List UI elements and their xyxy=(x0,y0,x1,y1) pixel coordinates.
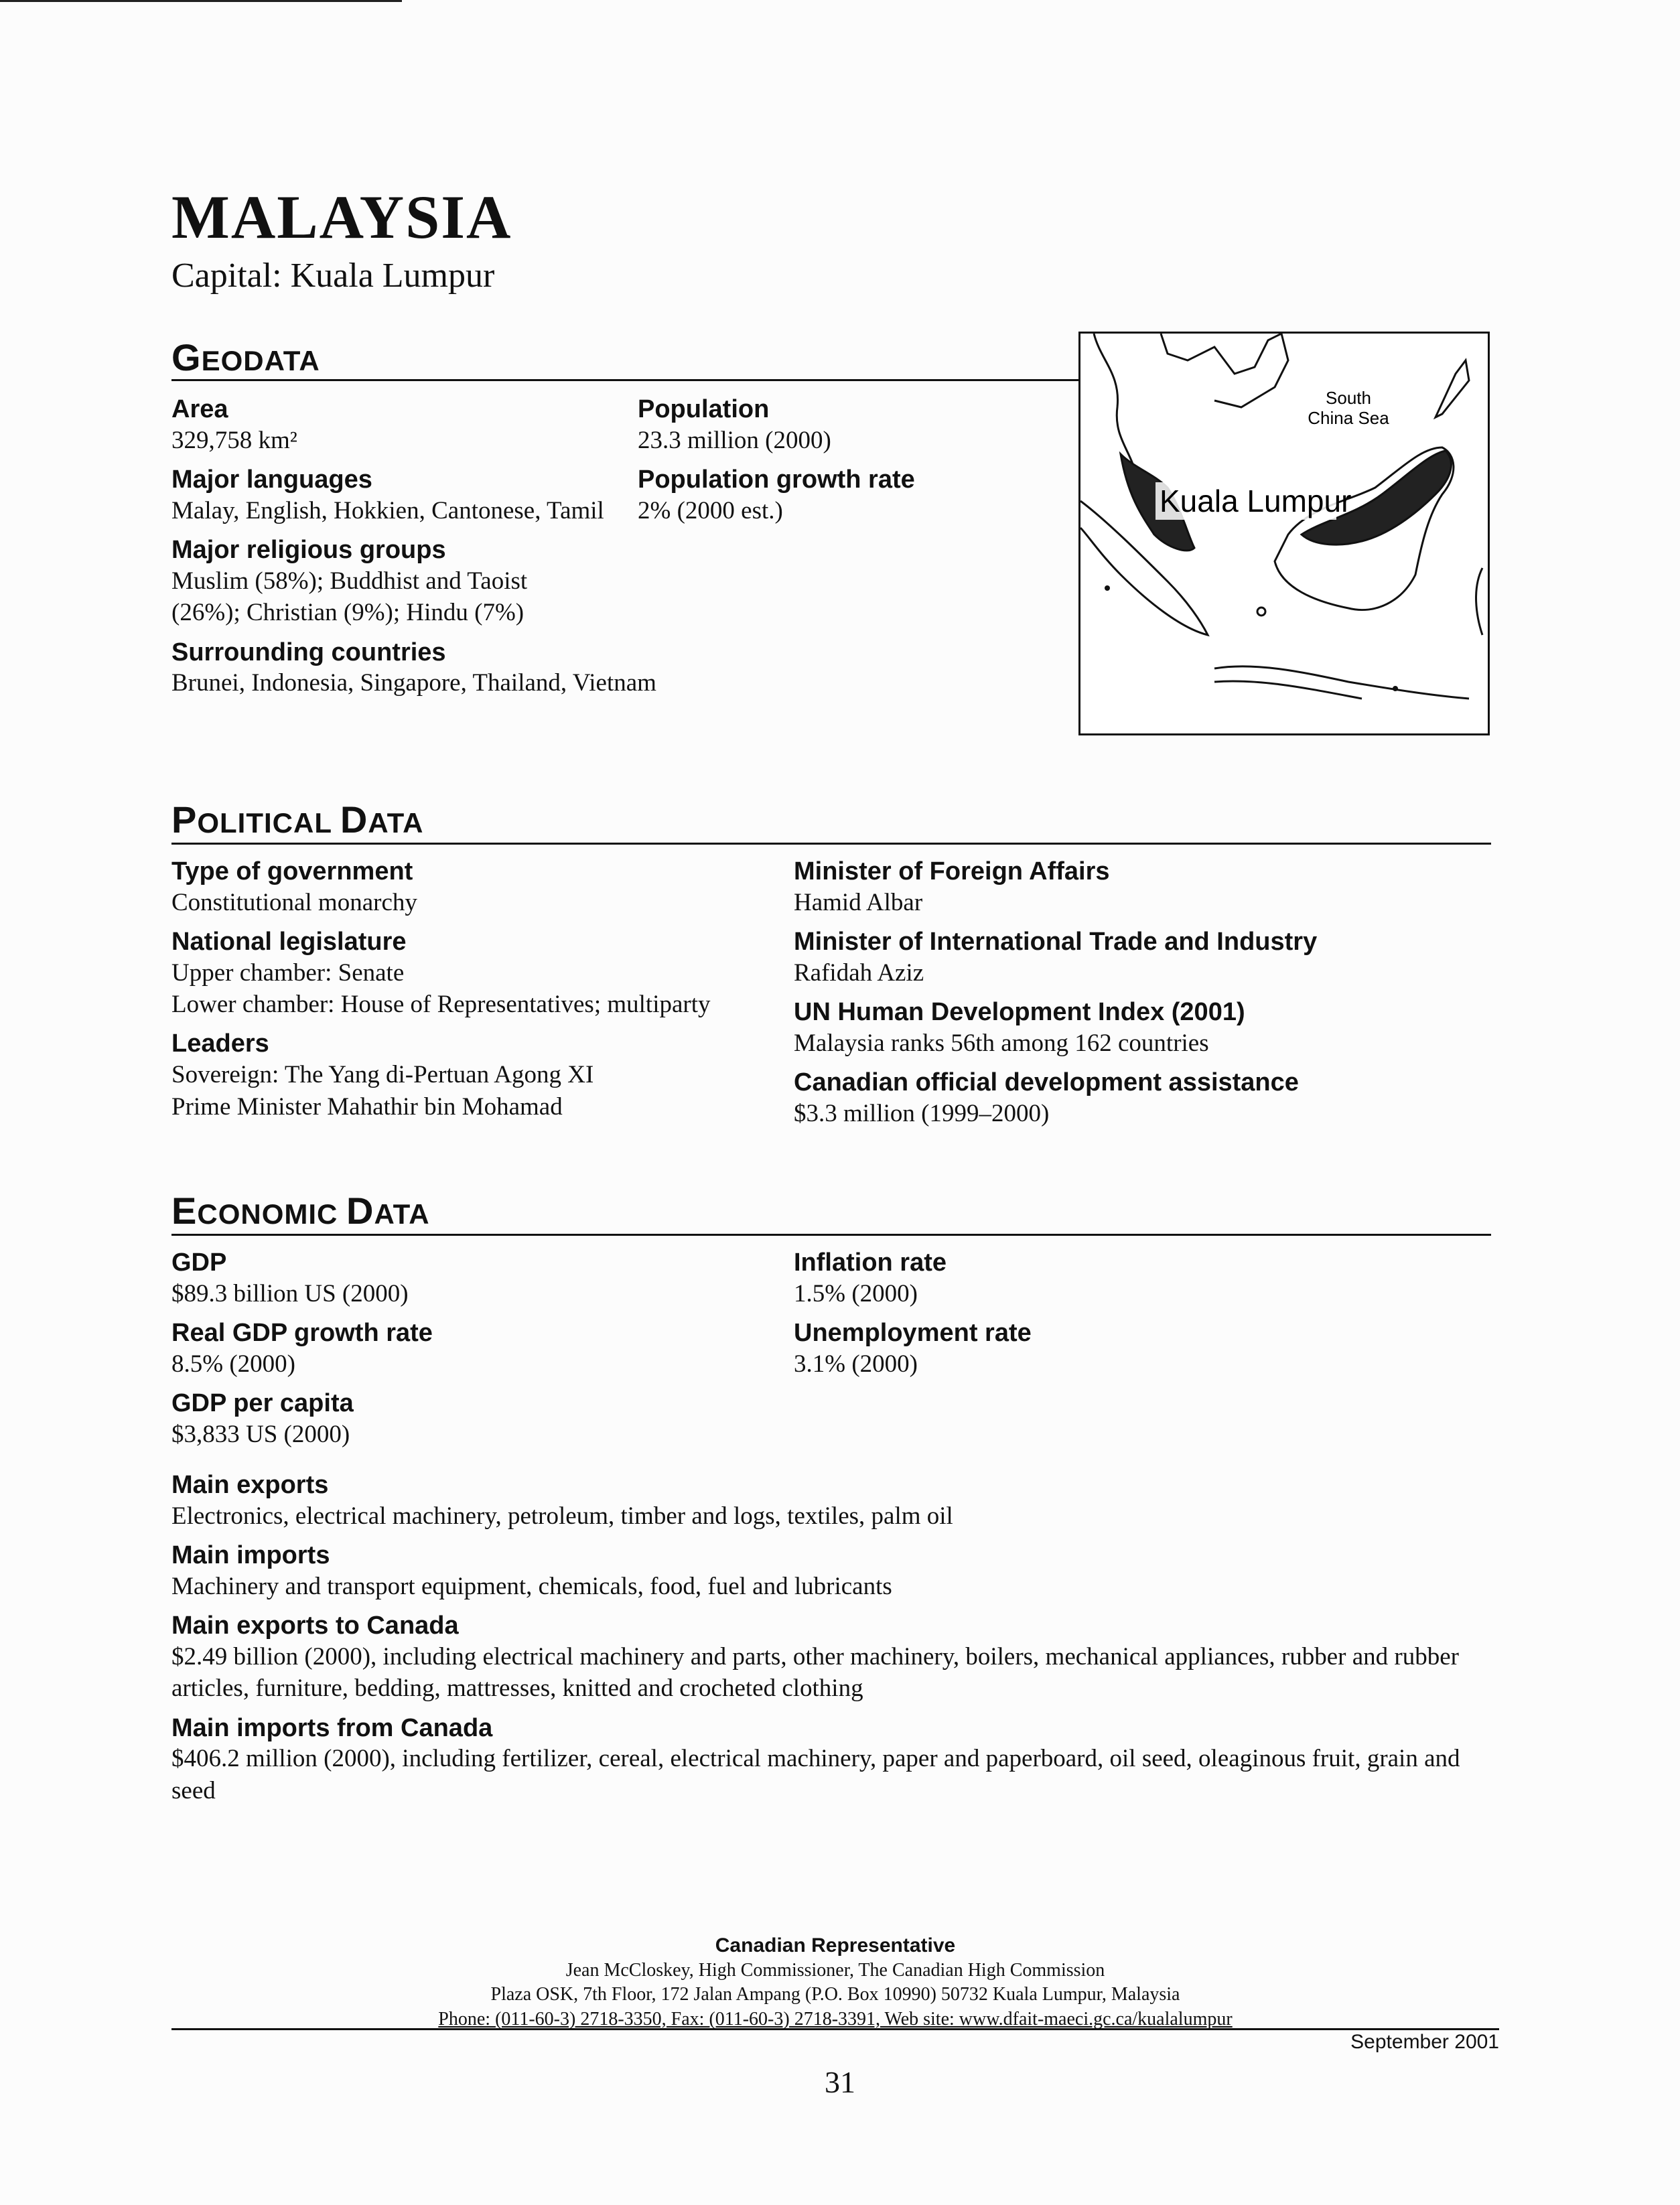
location-map xyxy=(1078,332,1490,735)
thailand-coast xyxy=(1161,334,1281,374)
economic-rule xyxy=(171,1234,1491,1236)
unemployment-value: 3.1% (2000) xyxy=(794,1350,918,1378)
gdp-capita-label: GDP per capita xyxy=(171,1389,354,1418)
scan-edge-line xyxy=(0,0,402,2)
geodata-heading: GEODATA xyxy=(171,336,320,378)
oda-value: $3.3 million (1999–2000) xyxy=(794,1099,1050,1127)
political-heading: POLITICAL DATA xyxy=(171,798,424,841)
surrounding-value: Brunei, Indonesia, Singapore, Thailand, Vietnam xyxy=(171,669,656,697)
island-dot xyxy=(1393,686,1398,691)
economic-heading: ECONOMIC DATA xyxy=(171,1190,430,1232)
geodata-rule xyxy=(171,379,1080,381)
area-label: Area xyxy=(171,395,228,423)
gdp-capita-value: $3,833 US (2000) xyxy=(171,1420,350,1448)
island-dot xyxy=(1105,585,1110,591)
exports-value: Electronics, electrical machinery, petroleum, timber and logs, textiles, palm oil xyxy=(171,1502,953,1530)
footer-line-2: Plaza OSK, 7th Floor, 172 Jalan Ampang (P.O. Box 10990) 50732 Kuala Lumpur, Malaysia xyxy=(490,1984,1180,2005)
map-sea-label: South xyxy=(1326,388,1371,408)
legislature-lower: Lower chamber: House of Representatives; multiparty xyxy=(171,991,711,1019)
economic-trade-section xyxy=(171,1471,1491,1806)
leaders-label: Leaders xyxy=(171,1029,269,1058)
growth-label: Population growth rate xyxy=(638,466,915,494)
foreign-minister-value: Hamid Albar xyxy=(794,888,923,916)
exports-label: Main exports xyxy=(171,1471,329,1499)
leaders-pm: Prime Minister Mahathir bin Mohamad xyxy=(171,1092,563,1121)
footer-date: September 2001 xyxy=(1350,2031,1499,2053)
legislature-label: National legislature xyxy=(171,928,407,956)
map-capital-label: Kuala Lumpur xyxy=(1160,484,1352,518)
area-value: 329,758 km² xyxy=(171,426,297,454)
page-number: 31 xyxy=(825,2065,855,2099)
map-sea-label-2: China Sea xyxy=(1308,408,1389,428)
indochina-coast xyxy=(1094,334,1134,468)
religions-value: Muslim (58%); Buddhist and Taoist (26%); Christian (9%); Hindu (7%) xyxy=(171,567,528,627)
foreign-minister-label: Minister of Foreign Affairs xyxy=(794,857,1110,885)
inflation-label: Inflation rate xyxy=(794,1249,947,1277)
unemployment-label: Unemployment rate xyxy=(794,1319,1032,1348)
trade-minister-value: Rafidah Aziz xyxy=(794,958,924,987)
hdi-label: UN Human Development Index (2001) xyxy=(794,998,1245,1027)
footer-line-3: Phone: (011-60-3) 2718-3350, Fax: (011-60-3) 2718-3391, Web site: www.dfait-maeci.gc.ca/kualalumpur xyxy=(438,2008,1233,2030)
java-south-coast xyxy=(1214,681,1362,699)
imports-canada-label: Main imports from Canada xyxy=(171,1713,493,1742)
trade-minister-label: Minister of International Trade and Industry xyxy=(794,928,1318,956)
oda-label: Canadian official development assistance xyxy=(794,1068,1299,1097)
political-right-column xyxy=(794,857,1490,1129)
government-value: Constitutional monarchy xyxy=(171,888,417,916)
leaders-sovereign: Sovereign: The Yang di-Pertuan Agong XI xyxy=(171,1061,594,1089)
footer-rule xyxy=(171,2028,1499,2030)
gdp-growth-label: Real GDP growth rate xyxy=(171,1319,433,1348)
gdp-value: $89.3 billion US (2000) xyxy=(171,1279,409,1307)
legislature-upper: Upper chamber: Senate xyxy=(171,958,405,987)
economic-left-column xyxy=(171,1249,774,1450)
page-title: MALAYSIA xyxy=(171,183,512,251)
languages-label: Major languages xyxy=(171,466,372,494)
imports-label: Main imports xyxy=(171,1541,330,1570)
exports-canada-label: Main exports to Canada xyxy=(171,1612,459,1640)
exports-canada-value: $2.49 billion (2000), including electrical machinery and parts, other machinery, boilers, mechanical appliances, rubber and rubber articles, furniture, bedding, mattresses, knitted and crocheted clothing xyxy=(171,1642,1459,1703)
capital-subtitle: Capital: Kuala Lumpur xyxy=(171,257,495,295)
gdp-growth-value: 8.5% (2000) xyxy=(171,1350,295,1378)
population-value: 23.3 million (2000) xyxy=(638,426,831,454)
gdp-label: GDP xyxy=(171,1249,227,1277)
languages-value: Malay, English, Hokkien, Cantonese, Tamil xyxy=(171,496,604,524)
vietnam-coast xyxy=(1214,334,1288,407)
island-dot xyxy=(1257,608,1265,616)
surrounding-label: Surrounding countries xyxy=(171,638,446,666)
political-rule xyxy=(171,843,1491,845)
geodata-right-column xyxy=(638,395,1066,526)
inflation-value: 1.5% (2000) xyxy=(794,1279,918,1307)
sumatra-coast xyxy=(1080,501,1208,635)
government-label: Type of government xyxy=(171,857,413,885)
growth-value: 2% (2000 est.) xyxy=(638,496,783,524)
religions-label: Major religious groups xyxy=(171,536,446,565)
population-label: Population xyxy=(638,395,770,423)
imports-canada-value: $406.2 million (2000), including fertilizer, cereal, electrical machinery, paper and paperboard, oil seed, oleaginous fruit, grain and seed xyxy=(171,1745,1460,1804)
sulawesi-coast xyxy=(1476,568,1482,635)
economic-right-column xyxy=(794,1249,1490,1380)
geodata-left-column xyxy=(171,395,656,699)
hdi-value: Malaysia ranks 56th among 162 countries xyxy=(794,1029,1209,1057)
political-left-column xyxy=(171,857,774,1123)
footer-contact xyxy=(171,1932,1499,2032)
imports-value: Machinery and transport equipment, chemicals, food, fuel and lubricants xyxy=(171,1572,892,1600)
footer-rep-title: Canadian Representative xyxy=(715,1934,956,1957)
map-graphic xyxy=(1080,334,1488,733)
footer-line-1: Jean McCloskey, High Commissioner, The Canadian High Commission xyxy=(565,1960,1105,1981)
philippines-island xyxy=(1436,360,1469,417)
